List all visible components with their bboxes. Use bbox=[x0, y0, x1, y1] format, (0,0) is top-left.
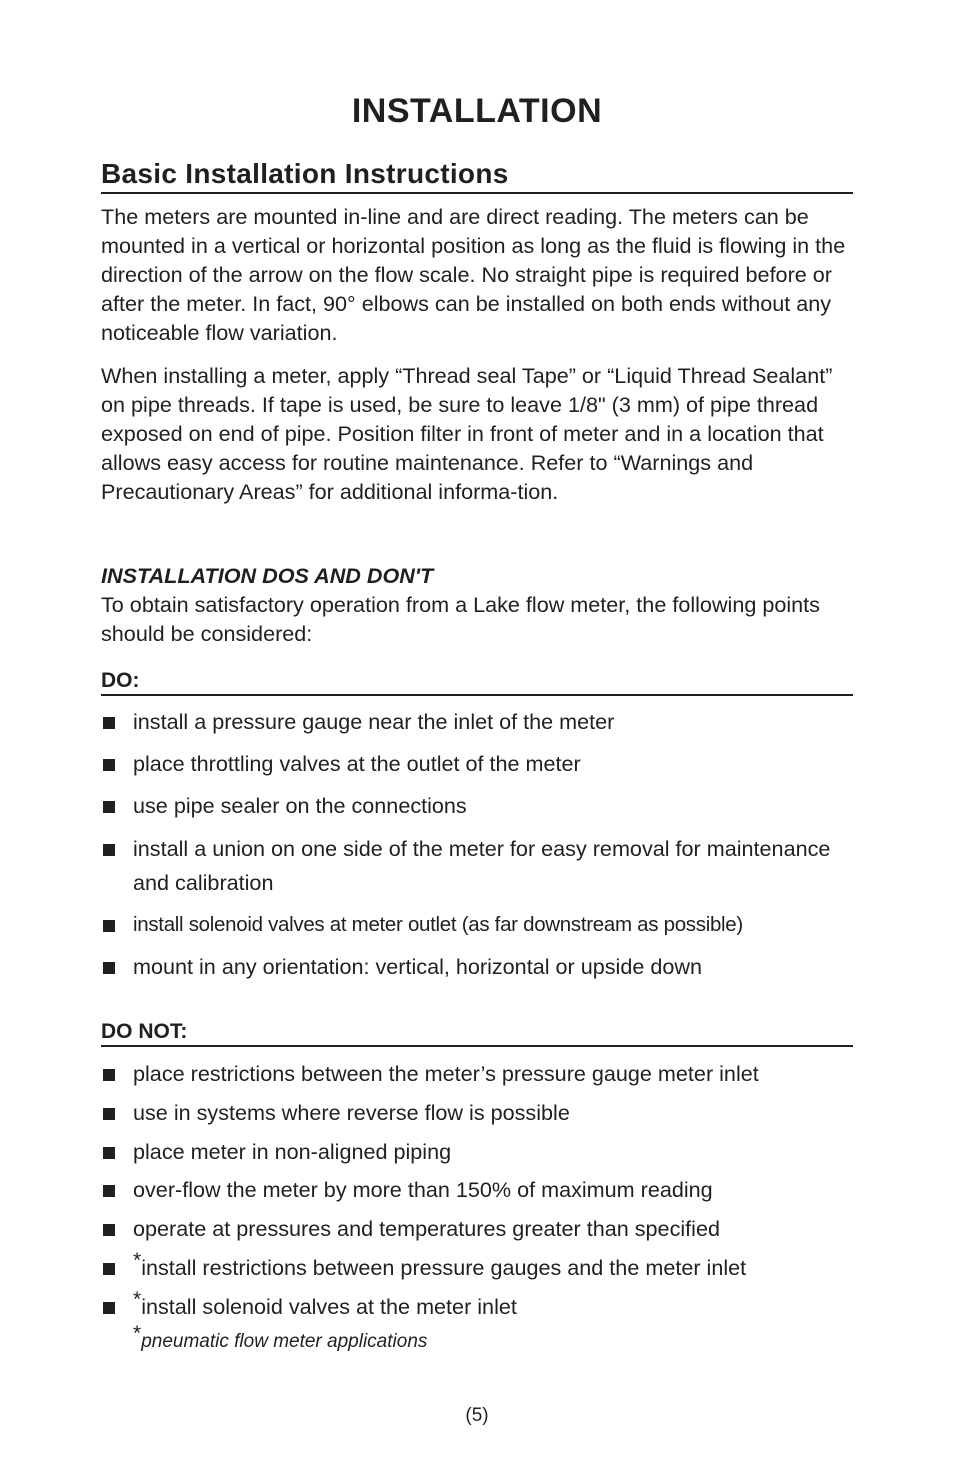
square-bullet-icon bbox=[103, 1224, 115, 1236]
square-bullet-icon bbox=[103, 1263, 115, 1275]
dos-donts-intro: To obtain satisfactory operation from a Lake flow meter, the following points should be considered: bbox=[101, 592, 820, 646]
square-bullet-icon bbox=[103, 1069, 115, 1081]
square-bullet-icon bbox=[103, 717, 115, 729]
do-heading: DO: bbox=[101, 668, 853, 696]
do-not-heading: DO NOT: bbox=[101, 1019, 853, 1047]
asterisk-marker: * bbox=[133, 1288, 142, 1311]
asterisk-marker: * bbox=[133, 1322, 142, 1345]
square-bullet-icon bbox=[103, 759, 115, 771]
dos-donts-heading: INSTALLATION DOS AND DON'T bbox=[101, 563, 434, 588]
asterisk-marker: * bbox=[133, 1249, 142, 1272]
square-bullet-icon bbox=[103, 801, 115, 813]
paragraph-mounting: The meters are mounted in-line and are direct reading. The meters can be mounted in a vertical or horizontal position as long as the fluid is flowing in the direction of the arrow on the flow scale. No straight pipe is required before or after the meter. In fact, 90° elbows can be installed on both ends without any noticeable flow variation. bbox=[101, 204, 846, 345]
section-heading: Basic Installation Instructions bbox=[101, 156, 853, 194]
footnote: *pneumatic flow meter applications bbox=[133, 1322, 428, 1352]
square-bullet-icon bbox=[103, 1302, 115, 1314]
square-bullet-icon bbox=[103, 844, 115, 856]
square-bullet-icon bbox=[103, 920, 115, 932]
square-bullet-icon bbox=[103, 1108, 115, 1120]
page-title: INSTALLATION bbox=[351, 92, 603, 130]
page-number: (5) bbox=[465, 1405, 489, 1426]
square-bullet-icon bbox=[103, 1185, 115, 1197]
square-bullet-icon bbox=[103, 962, 115, 974]
square-bullet-icon bbox=[103, 1147, 115, 1159]
paragraph-thread-sealing: When installing a meter, apply “Thread seal Tape” or “Liquid Thread Sealant” on pipe threads. If tape is used, be sure to leave 1/8" (3 mm) of pipe thread exposed on end of pipe. Position filter in front of meter and in a location that allows easy access for routine maintenance. Refer to “Warnings and Precautionary Areas” for additional informa-tion. bbox=[101, 363, 833, 504]
